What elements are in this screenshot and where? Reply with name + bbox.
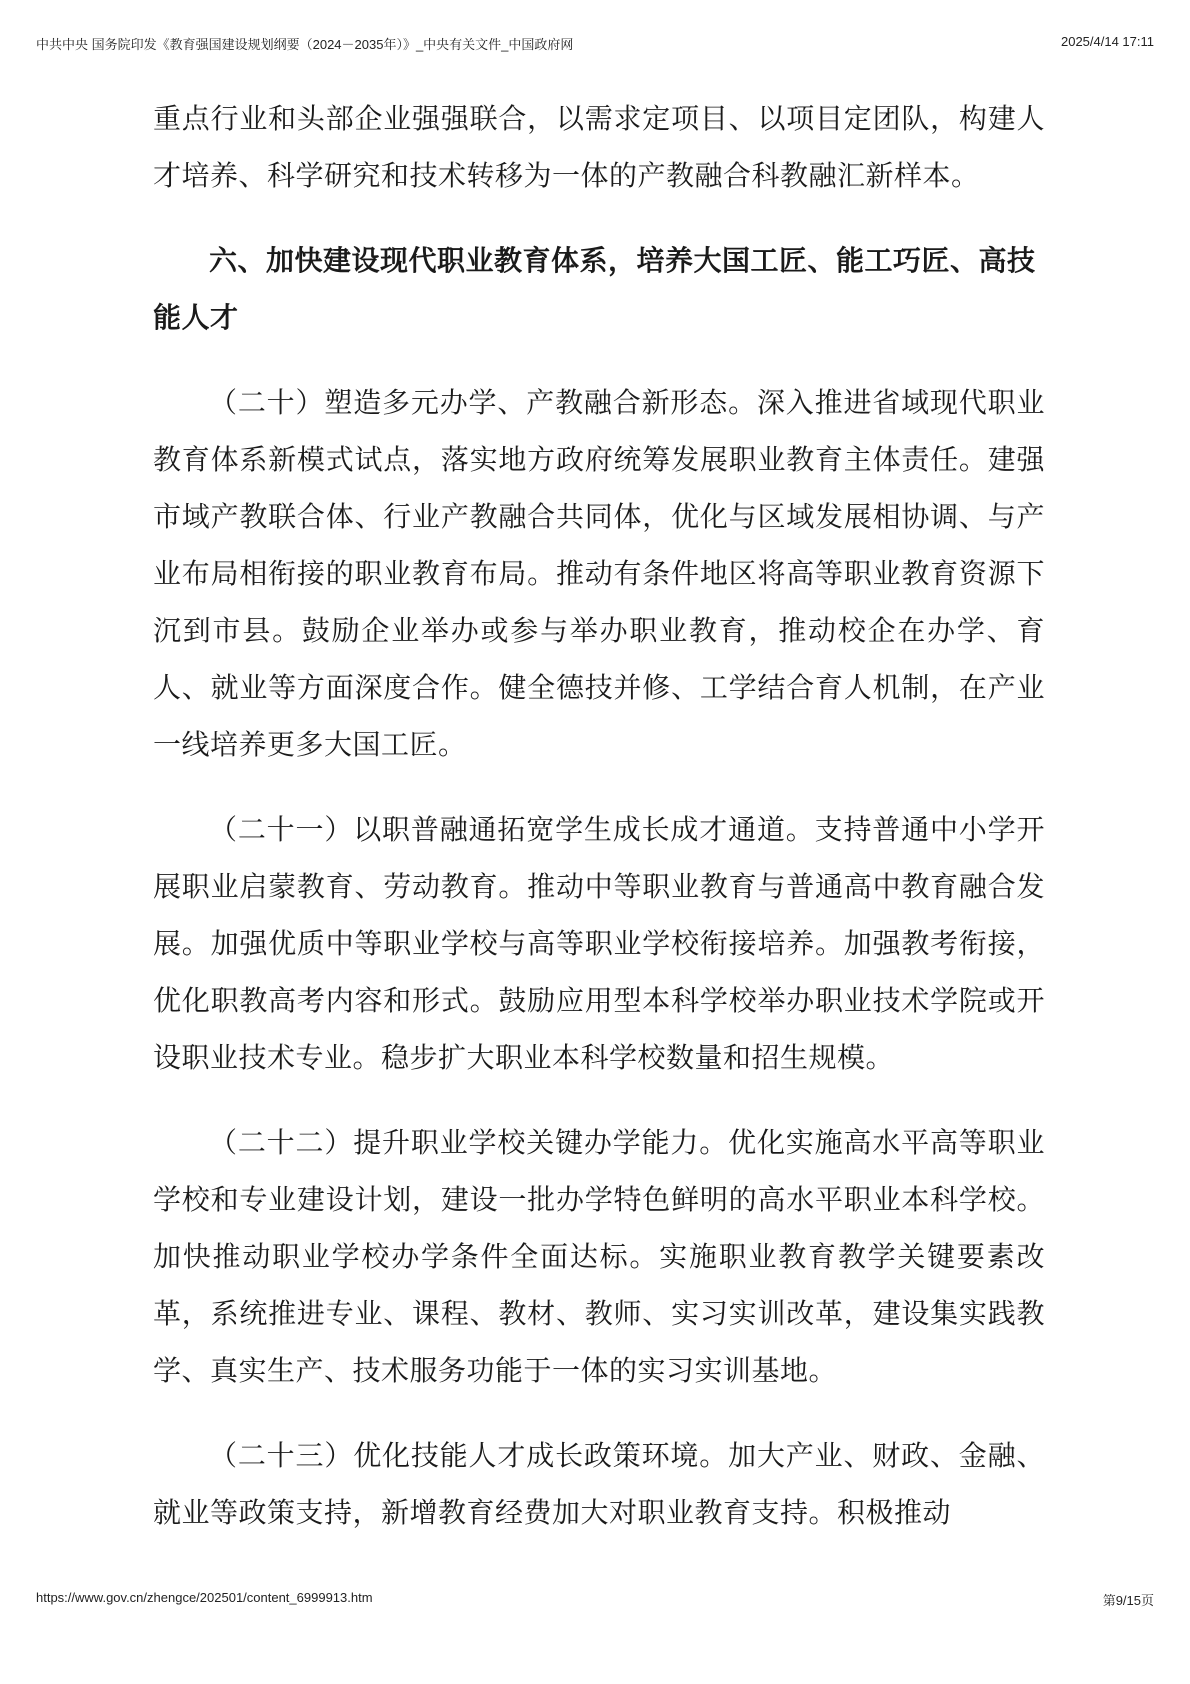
continued-paragraph: 重点行业和头部企业强强联合，以需求定项目、以项目定团队，构建人才培养、科学研究和技术转移为一体的产教融合科教融汇新样本。: [153, 102, 1045, 192]
print-footer: [36, 1590, 1154, 1610]
paragraph-22: （二十二）提升职业学校关键办学能力。优化实施高水平高等职业学校和专业建设计划，建设一批办学特色鲜明的高水平职业本科学校。加快推动职业学校办学条件全面达标。实施职业教育教学关键要素改革，系统推进专业、课程、教材、教师、实习实训改革，建设集实践教学、真实生产、技术服务功能于一体的实习实训基地。: [153, 1126, 1045, 1387]
page-title: 中共中央 国务院印发《教育强国建设规划纲要（2024－2035年）》_中央有关文件_中国政府网: [36, 37, 574, 52]
page-url: https://www.gov.cn/zhengce/202501/content_6999913.htm: [36, 1590, 373, 1605]
print-header: [36, 34, 1154, 54]
paragraph-23: （二十三）优化技能人才成长政策环境。加大产业、财政、金融、就业等政策支持，新增教育经费加大对职业教育支持。积极推动: [153, 1439, 1045, 1529]
print-timestamp: 2025/4/14 17:11: [1060, 34, 1154, 49]
page-number: 第9/15页: [1102, 1593, 1154, 1608]
section-heading: 六、加快建设现代职业教育体系，培养大国工匠、能工巧匠、高技能人才: [153, 244, 1036, 334]
paragraph-20: （二十）塑造多元办学、产教融合新形态。深入推进省域现代职业教育体系新模式试点，落实地方政府统筹发展职业教育主体责任。建强市域产教联合体、行业产教融合共同体，优化与区域发展相协调、与产业布局相衔接的职业教育布局。推动有条件地区将高等职业教育资源下沉到市县。鼓励企业举办或参与举办职业教育，推动校企在办学、育人、就业等方面深度合作。健全德技并修、工学结合育人机制，在产业一线培养更多大国工匠。: [153, 386, 1045, 761]
document-body: [153, 90, 1045, 1569]
paragraph-21: （二十一）以职普融通拓宽学生成长成才通道。支持普通中小学开展职业启蒙教育、劳动教育。推动中等职业教育与普通高中教育融合发展。加强优质中等职业学校与高等职业学校衔接培养。加强教考衔接，优化职教高考内容和形式。鼓励应用型本科学校举办职业技术学院或开设职业技术专业。稳步扩大职业本科学校数量和招生规模。: [153, 813, 1045, 1074]
